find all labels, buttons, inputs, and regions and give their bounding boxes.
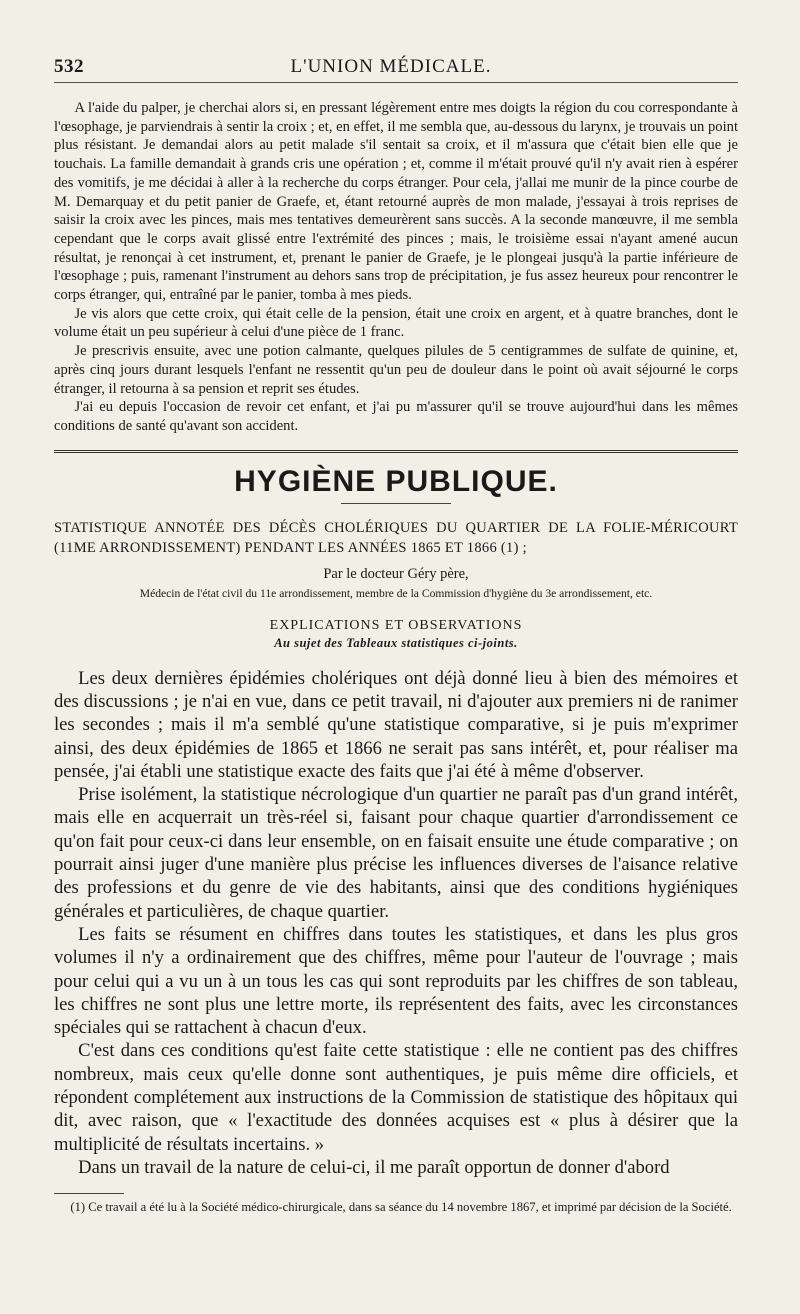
page-header	[54, 56, 738, 83]
case-paragraph: J'ai eu depuis l'occasion de revoir cet enfant, et j'ai pu m'assurer qu'il se trouve aujourd'hui dans les mêmes conditions de santé qu'avant son accident.	[54, 399, 738, 434]
journal-title: L'UNION MÉDICALE.	[290, 56, 492, 77]
author: Par le docteur Géry père,	[323, 565, 469, 582]
body-paragraph: C'est dans ces conditions qu'est faite cette statistique : elle ne contient pas des chiffres nombreux, mais ceux qu'elle donne sont authentiques, je puis même dire officiels, et répondent complétement aux instructions de la Commission de statistique des hôpitaux qui dit, avec raison, que « l'exactitude des données acquises est « plus à désirer que la multiplicité de résultats incertains. »	[54, 1040, 738, 1155]
article-body	[54, 667, 738, 1180]
footnote: (1) Ce travail a été lu à la Société médico-chirurgicale, dans sa séance du 14 novembre 1867, et imprimé par décision de la Société.	[70, 1200, 732, 1215]
body-paragraph: Prise isolément, la statistique nécrologique d'un quartier ne paraît pas d'un grand intérêt, mais elle en acquerrait un très-réel si, faisant pour chaque quartier d'arrondissement ce qu'on fait pour ceux-ci dans leur ensemble, on en faisait ensuite une étude comparative ; on pourrait ainsi juger d'une manière plus précise les influences diverses de l'aisance relative des professions et du genre de vie des habitants, ainsi que des conditions hygiéniques générales et particulières, de chaque quartier.	[54, 784, 738, 922]
article-title: STATISTIQUE ANNOTÉE DES DÉCÈS CHOLÉRIQUES DU QUARTIER DE LA FOLIE-MÉRICOURT (11ME ARRONDISSEMENT) PENDANT LES ANNÉES 1865 ET 1866 (1) ;	[54, 519, 738, 556]
affiliation: Médecin de l'état civil du 11e arrondissement, membre de la Commission d'hygiène du 3e arrondissement, etc.	[139, 586, 653, 600]
section-divider	[54, 450, 738, 453]
body-paragraph: Les faits se résument en chiffres dans toutes les statistiques, et dans les plus gros volumes il n'y a ordinairement que des chiffres, même pour l'auteur de l'ouvrage ; mais pour celui qui a vu un à un tous les cas qui sont reproduits par les chiffres de son tableau, les chiffres ne sont plus une lettre morte, ils représentent des faits, avec les circonstances spéciales qui se rattachent à chacun d'eux.	[54, 923, 738, 1039]
body-paragraph: Les deux dernières épidémies cholériques ont déjà donné lieu à bien des mémoires et des discussions ; je n'ai en vue, dans ce petit travail, ni d'ajouter aux premiers ni de ranimer les secondes ; mais il m'a semblé qu'une statistique comparative, si je puis m'exprimer ainsi, des deux épidémies de 1865 et 1866 ne serait pas sans intérêt, et, pour réaliser ma pensée, j'ai établi une statistique exacte des faits que j'ai été à même d'observer.	[54, 667, 738, 782]
case-paragraph: Je vis alors que cette croix, qui était celle de la pension, était une croix en argent, et à quatre branches, dont le volume était un peu supérieur à celui d'une pièce de 1 franc.	[54, 305, 738, 341]
body-paragraph: Dans un travail de la nature de celui-ci, il me paraît opportun de donner d'abord	[78, 1156, 670, 1178]
section-title: HYGIÈNE PUBLIQUE.	[234, 464, 558, 498]
subtitle-2: Au sujet des Tableaux statistiques ci-joints.	[274, 635, 518, 650]
footnote-rule	[54, 1193, 124, 1194]
case-paragraph: Je prescrivis ensuite, avec une potion calmante, quelques pilules de 5 centigrammes de sulfate de quinine, et, après cinq jours durant lesquels l'enfant ne ressentit qu'un peu de douleur dans le point où avait séjourné le corps étranger, il retourna à sa pension et reprit ses études.	[54, 343, 738, 397]
case-paragraph: A l'aide du palper, je cherchai alors si, en pressant légèrement entre mes doigts la région du cou correspondante à l'œsophage, je parviendrais à sentir la croix ; et, en effet, il me sembla que, au-dessous du larynx, je trouvais un point plus résistant. Je demandai alors au petit malade s'il sentait sa croix, et il m'assura que c'était bien elle que je touchais. La famille demandait à grands cris une opération ; et, comme il m'était prouvé qu'il n'y avait rien à espérer des vomitifs, je me décidai à aller à la recherche du corps étranger. Pour cela, j'allai me munir de la pince courbe de M. Demarquay et du petit panier de Graefe, et, étant retourné auprès de mon malade, j'essayai à trois reprises de saisir la croix avec les pinces, mais mes tentatives demeurèrent sans succès. A la seconde manœuvre, il me sembla cependant que le corps avait glissé entre l'extrémité des pinces ; mais, le troisième essai n'ayant amené aucun résultat, je renonçai à cet instrument, et, prenant le panier de Graefe, je le plongeai jusqu'à la partie inférieure de l'œsophage ; puis, ramenant l'instrument au dehors sans trop de précipitation, je fus assez heureux pour rencontrer le corps étranger, qui, entraîné par le panier, tomba à mes pieds.	[54, 100, 738, 304]
page-number: 532	[54, 56, 84, 77]
case-report	[54, 99, 738, 436]
title-rule	[341, 503, 451, 504]
subtitle: EXPLICATIONS ET OBSERVATIONS	[269, 617, 523, 633]
